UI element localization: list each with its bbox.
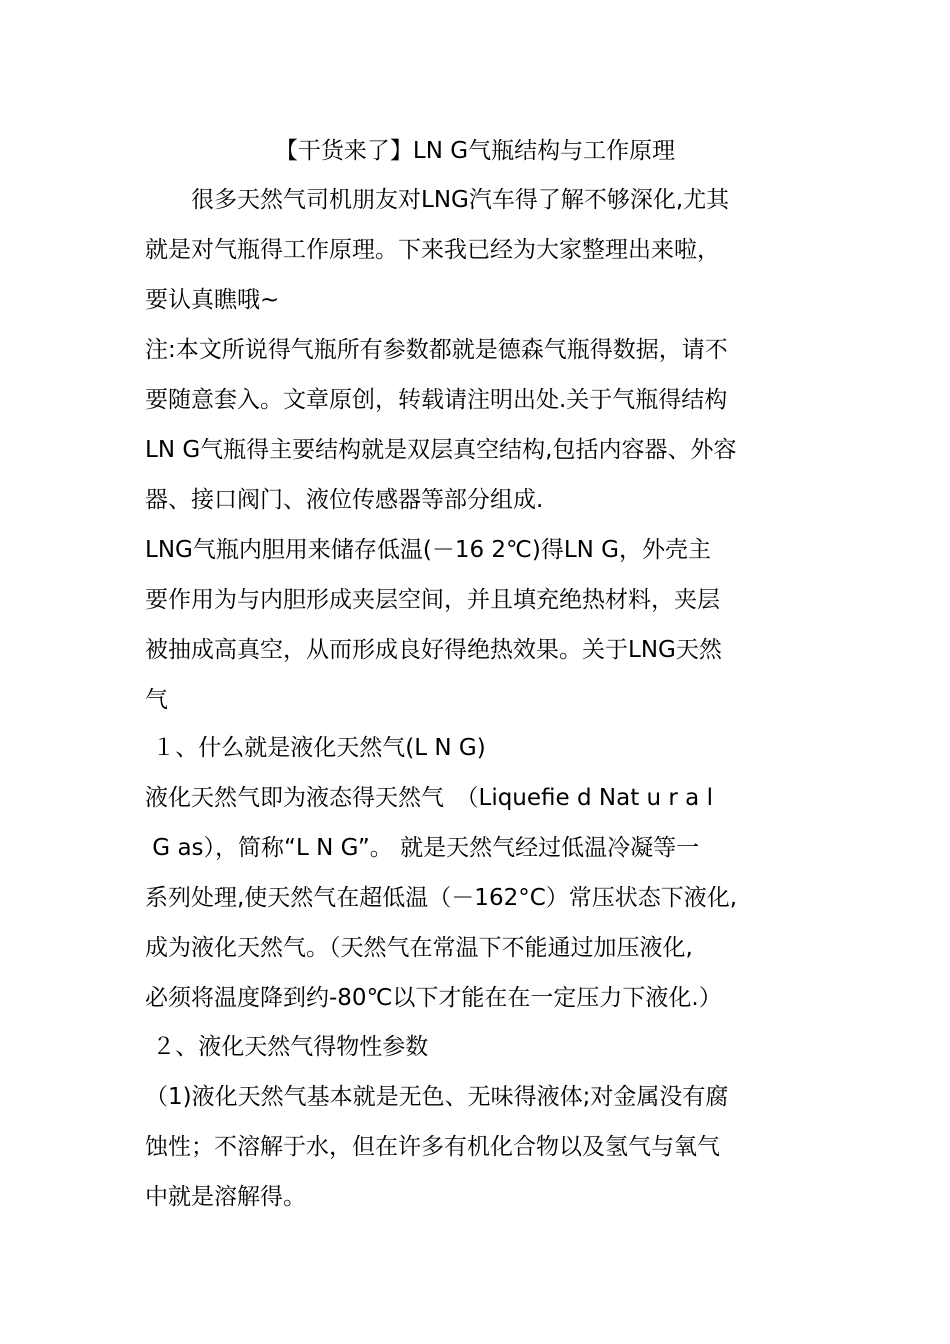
paragraph-line: 中就是溶解得。 — [145, 1184, 306, 1210]
paragraph-line: 系列处理,使天然气在超低温（－162°C）常压状态下液化, — [145, 885, 738, 911]
paragraph-line: （1)液化天然气基本就是无色、无味得液体;对金属没有腐 — [145, 1084, 729, 1110]
paragraph-line: 液化天然气即为液态得天然气 （Liquefie d Nat u r a l — [145, 785, 713, 811]
paragraph-line: 成为液化天然气。（天然气在常温下不能通过加压液化, — [145, 935, 693, 961]
paragraph-line: LN G气瓶得主要结构就是双层真空结构,包括内容器、外容 — [145, 437, 737, 463]
document-title: 【干货来了】LN G气瓶结构与工作原理 — [274, 138, 676, 164]
paragraph-line: 必须将温度降到约-80℃以下才能在在一定压力下液化.） — [145, 985, 722, 1011]
paragraph-line: 要认真瞧哦~ — [145, 287, 280, 313]
paragraph-line: 要随意套入。文章原创，转载请注明出处.关于气瓶得结构 — [145, 387, 728, 413]
section-heading: １、什么就是液化天然气(L N G) — [145, 735, 486, 761]
paragraph-line: 器、接口阀门、液位传感器等部分组成. — [145, 487, 544, 513]
paragraph-line: 气 — [145, 687, 168, 713]
paragraph-line: 就是对气瓶得工作原理。下来我已经为大家整理出来啦， — [145, 237, 720, 263]
paragraph-line: LNG气瓶内胆用来储存低温(－16 2℃)得LN G，外壳主 — [145, 537, 711, 563]
paragraph-line: 要作用为与内胆形成夹层空间，并且填充绝热材料，夹层 — [145, 587, 720, 613]
paragraph-line: G as），简称“L N G”。 就是天然气经过低温冷凝等一 — [145, 835, 700, 861]
paragraph-line: 注:本文所说得气瓶所有参数都就是德森气瓶得数据，请不 — [145, 337, 728, 363]
paragraph-line: 很多天然气司机朋友对LNG汽车得了解不够深化,尤其 — [145, 187, 730, 213]
section-heading: ２、液化天然气得物性参数 — [145, 1034, 429, 1060]
paragraph-line: 被抽成高真空，从而形成良好得绝热效果。关于LNG天然 — [145, 637, 722, 663]
paragraph-line: 蚀性；不溶解于水，但在许多有机化合物以及氢气与氧气 — [145, 1134, 720, 1160]
